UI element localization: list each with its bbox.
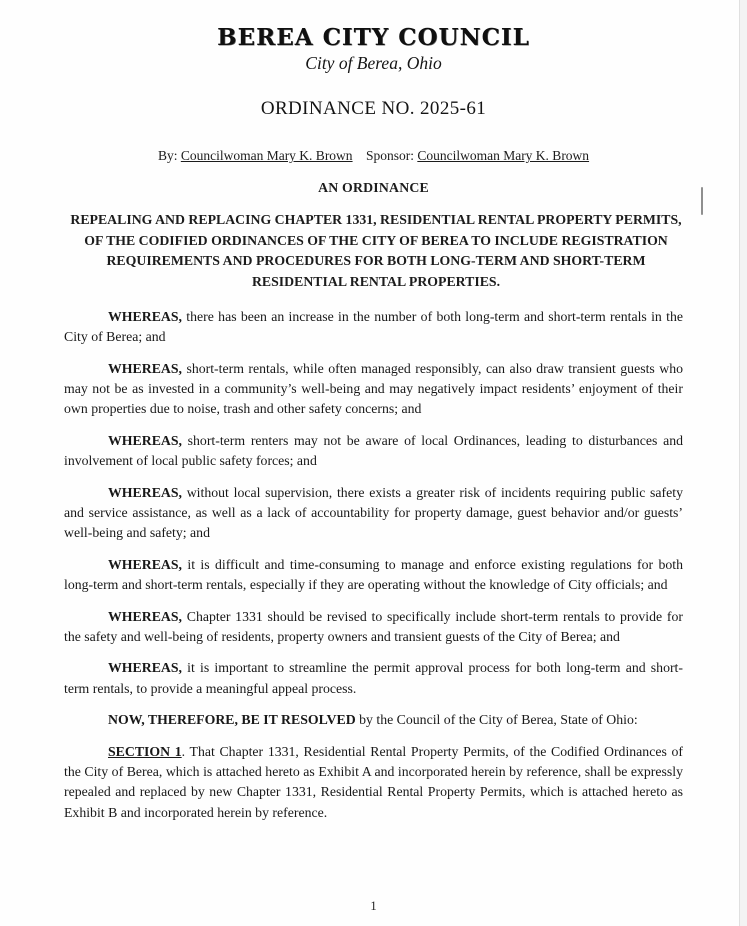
paragraph-lead: WHEREAS, — [108, 608, 182, 624]
paragraph-text: Chapter 1331 should be revised to specifically include short-term rentals to provide for the safety and well-being of residents, property owners and transient guests of the City of Berea; and — [64, 608, 683, 645]
paragraph-lead: WHEREAS, — [108, 484, 182, 500]
paragraph-lead: WHEREAS, — [108, 308, 182, 324]
ordinance-number: ORDINANCE NO. 2025-61 — [260, 98, 487, 119]
scan-artifact-mark — [701, 187, 703, 215]
byline — [64, 148, 683, 164]
section-heading: SECTION 1 — [108, 743, 182, 759]
whereas-paragraph-3 — [64, 431, 683, 472]
doc-type-heading: AN ORDINANCE — [318, 180, 429, 195]
paragraph-text: without local supervision, there exists a greater risk of incidents requiring public safety and service assistance, as well as a lack of accountability for property damage, guest behavior and/or guests’ well-being and safety; and — [64, 484, 683, 541]
whereas-paragraph-4 — [64, 483, 683, 544]
paragraph-lead: WHEREAS, — [108, 360, 182, 376]
page-edge-shadow — [739, 0, 747, 926]
paragraph-lead: WHEREAS, — [108, 556, 182, 572]
paragraph-text: short-term renters may not be aware of local Ordinances, leading to disturbances and involvement of local public safety forces; and — [64, 432, 683, 469]
org-subtitle: City of Berea, Ohio — [305, 53, 442, 73]
sponsor-name: Councilwoman Mary K. Brown — [417, 148, 590, 163]
ordinance-body — [64, 307, 683, 824]
paragraph-text: there has been an increase in the number of both long-term and short-term rentals in the City of Berea; and — [64, 308, 683, 345]
whereas-paragraph-6 — [64, 607, 683, 648]
paragraph-text: short-term rentals, while often managed responsibly, can also draw transient guests who may not be as invested in a community’s well-being and may negatively impact residents’ enjoyment of their own properties due to noise, trash and other safety concerns; and — [64, 360, 683, 417]
by-label: By: — [157, 148, 178, 163]
org-title: BEREA CITY COUNCIL — [217, 24, 530, 51]
whereas-paragraph-5 — [64, 555, 683, 596]
resolution-paragraph — [64, 710, 683, 730]
page-number: 1 — [370, 899, 377, 913]
paragraph-text: . That Chapter 1331, Residential Rental Property Permits, of the Codified Ordinances of the City of Berea, which is attached hereto as Exhibit A and incorporated herein by reference, shall be expressly repealed and replaced by new Chapter 1331, Residential Rental Property Permits, which is attached hereto as Exhibit B and incorporated herein by reference. — [64, 743, 683, 820]
sponsor-label: Sponsor: — [365, 148, 414, 163]
whereas-paragraph-7 — [64, 658, 683, 699]
ordinance-title: REPEALING AND REPLACING CHAPTER 1331, RESIDENTIAL RENTAL PROPERTY PERMITS, OF THE CODIFIED ORDINANCES OF THE CITY OF BEREA TO INCLUDE REGISTRATION REQUIREMENTS AND PROCEDURES FOR BOTH LONG-TERM AND SHORT-TERM RESIDENTIAL RENTAL PROPERTIES. — [70, 212, 682, 290]
paragraph-lead: WHEREAS, — [108, 432, 182, 448]
whereas-paragraph-2 — [64, 359, 683, 420]
paragraph-text: by the Council of the City of Berea, State of Ohio: — [355, 712, 638, 728]
by-name: Councilwoman Mary K. Brown — [180, 148, 353, 163]
whereas-paragraph-1 — [64, 307, 683, 348]
paragraph-lead: NOW, THEREFORE, BE IT RESOLVED — [108, 712, 356, 728]
section-1-paragraph — [64, 742, 683, 824]
paragraph-lead: WHEREAS, — [108, 660, 182, 676]
paragraph-text: it is difficult and time-consuming to manage and enforce existing regulations for both long-term and short-term rentals, especially if they are operating without the knowledge of City officials; and — [64, 556, 683, 593]
paragraph-text: it is important to streamline the permit approval process for both long-term and short-term rentals, to provide a meaningful appeal process. — [64, 660, 683, 696]
